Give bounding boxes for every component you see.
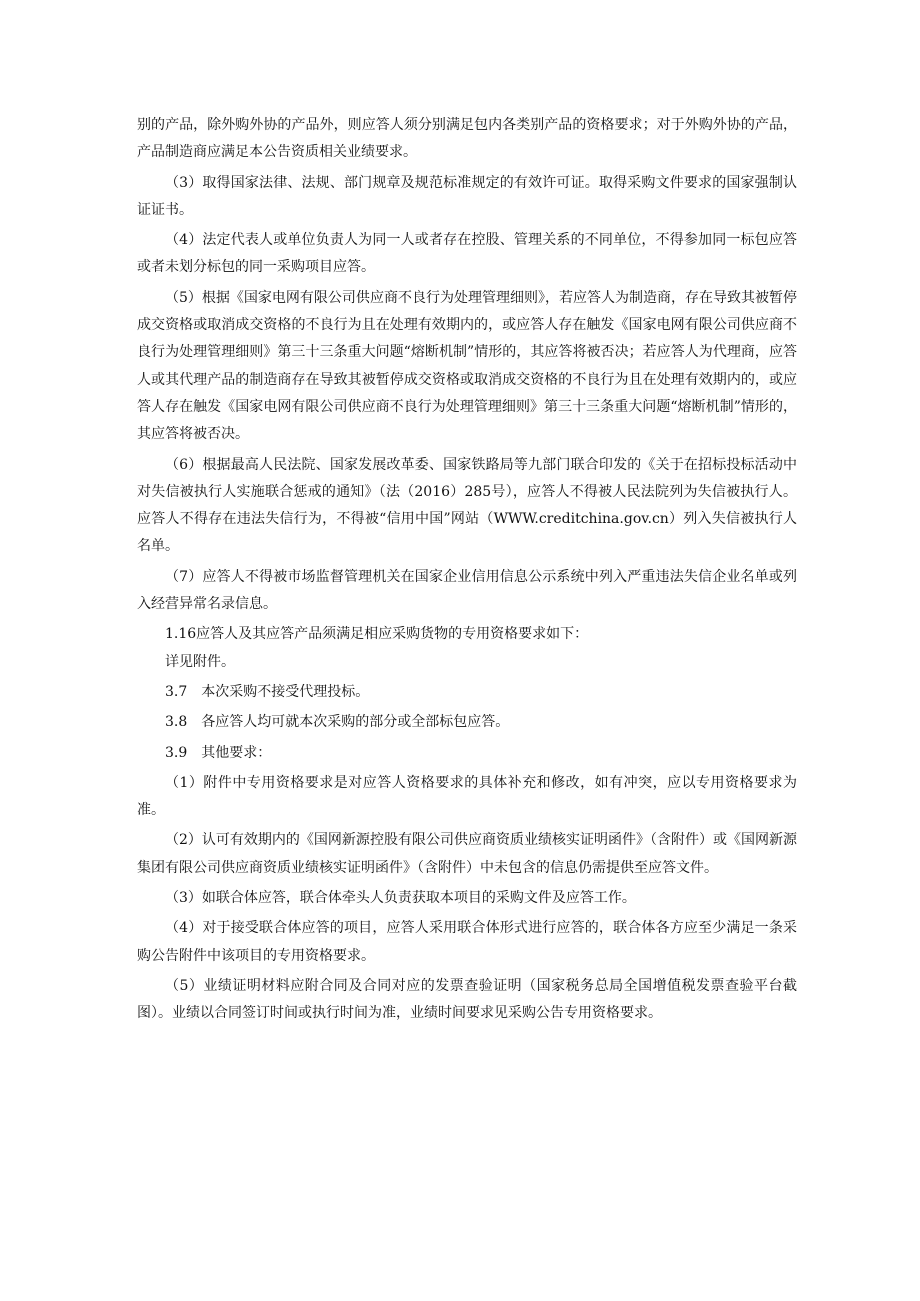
paragraph-other-5-performance-proof: （5）业绩证明材料应附合同及合同对应的发票查验证明（国家税务总局全国增值税发票查验平台截图）。业绩以合同签订时间或执行时间为准，业绩时间要求见采购公告专用资格要求。 (137, 977, 797, 1022)
paragraph-3-9-other-requirements: 3.9 其他要求： (165, 744, 272, 761)
paragraph-3-8-partial-bid: 3.8 各应答人均可就本次采购的部分或全部标包应答。 (165, 714, 510, 731)
paragraph-item-4-legal-rep: （4）法定代表人或单位负责人为同一人或者存在控股、管理关系的不同单位，不得参加同一标包应答或者未划分标包的同一采购项目应答。 (137, 232, 797, 276)
paragraph-other-4-consortium-bid: （4）对于接受联合体应答的项目，应答人采用联合体形式进行应答的，联合体各方应至少满足一条采购公告附件中该项目的专用资格要求。 (137, 920, 797, 964)
paragraph-other-3-consortium-lead: （3）如联合体应答，联合体牵头人负责获取本项目的采购文件及应答工作。 (165, 890, 636, 907)
paragraph-item-3-license: （3）取得国家法律、法规、部门规章及规范标准规定的有效许可证。取得采购文件要求的国家强制认证证书。 (137, 174, 797, 218)
document-body (137, 112, 797, 1028)
paragraph-product-category: 别的产品，除外购外协的产品外，则应答人须分别满足包内各类别产品的资格要求；对于外购外协的产品，产品制造商应满足本公告资质相关业绩要求。 (137, 117, 797, 161)
paragraph-1-16-special-requirements: 1.16应答人及其应答产品须满足相应采购货物的专用资格要求如下： (165, 626, 589, 643)
paragraph-see-attachment: 详见附件。 (165, 653, 235, 670)
paragraph-3-7-no-agent: 3.7 本次采购不接受代理投标。 (165, 683, 370, 700)
paragraph-item-6-dishonest: （6）根据最高人民法院、国家发展改革委、国家铁路局等九部门联合印发的《关于在招标投标活动中对失信被执行人实施联合惩戒的通知》（法（2016）285号），应答人不得被人民法院列为失信被执行人。应答人不得存在违法失信行为，不得被“信用中国”网站（WWW.creditchina.gov.cn）列入失信被执行人名单。 (137, 456, 797, 555)
paragraph-item-5-bad-behavior: （5）根据《国家电网有限公司供应商不良行为处理管理细则》，若应答人为制造商，存在导致其被暂停成交资格或取消成交资格的不良行为且在处理有效期内的，或应答人存在触发《国家电网有限公司供应商不良行为处理管理细则》第三十三条重大问题“熔断机制”情形的，其应答将被否决；若应答人为代理商，应答人或其代理产品的制造商存在导致其被暂停成交资格或取消成交资格的不良行为且在处理有效期内的，或应答人存在触发《国家电网有限公司供应商不良行为处理管理细则》第三十三条重大问题“熔断机制”情形的，其应答将被否决。 (137, 289, 797, 443)
paragraph-other-2-verification: （2）认可有效期内的《国网新源控股有限公司供应商资质业绩核实证明函件》（含附件）或《国网新源集团有限公司供应商资质业绩核实证明函件》（含附件）中未包含的信息仍需提供至应答文件。 (137, 832, 797, 876)
paragraph-item-7-market-supervision: （7）应答人不得被市场监督管理机关在国家企业信用信息公示系统中列入严重违法失信企业名单或列入经营异常名录信息。 (137, 568, 797, 613)
paragraph-other-1-attachment: （1）附件中专用资格要求是对应答人资格要求的具体补充和修改，如有冲突，应以专用资格要求为准。 (137, 774, 797, 819)
